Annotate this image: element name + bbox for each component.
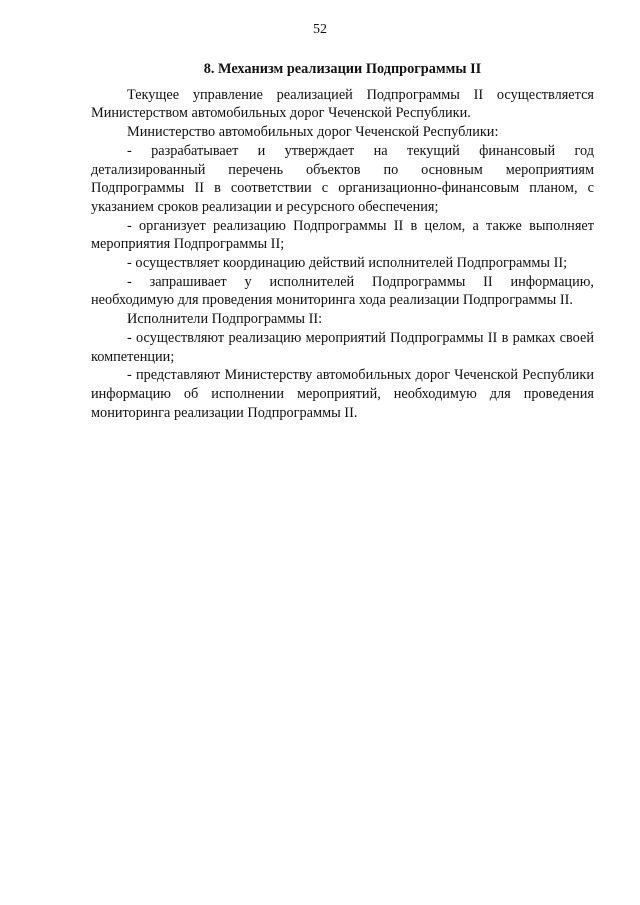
paragraph-ministry-develops: - разрабатывает и утверждает на текущий финансовый год детализированный перечень объектов по основным мероприятиям Подпрограммы II в соответствии с организационно-финансовым планом, с указанием сроков реализации и ресурсного обеспечения; <box>91 142 594 215</box>
page-number: 52 <box>313 22 327 37</box>
section-heading: 8. Механизм реализации Подпрограммы II <box>203 61 482 77</box>
paragraph-current-management: Текущее управление реализацией Подпрограммы II осуществляется Министерством автомобильных дорог Чеченской Республики. <box>91 86 594 122</box>
paragraph-executors-implement: - осуществляют реализацию мероприятий Подпрограммы II в рамках своей компетенции; <box>91 329 594 365</box>
paragraph-ministry-organizes: - организует реализацию Подпрограммы II в целом, а также выполняет мероприятия Подпрограммы II; <box>91 217 594 253</box>
paragraph-executors-report: - представляют Министерству автомобильных дорог Чеченской Республики информацию об исполнении мероприятий, необходимую для проведения мониторинга реализации Подпрограммы II. <box>91 367 594 421</box>
paragraph-ministry-intro: Министерство автомобильных дорог Чеченской Республики: <box>127 124 499 141</box>
paragraph-ministry-coordinates: - осуществляет координацию действий исполнителей Подпрограммы II; <box>127 255 568 272</box>
paragraph-ministry-requests: - запрашивает у исполнителей Подпрограммы II информацию, необходимую для проведения мониторинга хода реализации Подпрограммы II. <box>91 273 594 309</box>
paragraph-executors-intro: Исполнители Подпрограммы II: <box>127 311 323 328</box>
section-content <box>91 60 594 422</box>
